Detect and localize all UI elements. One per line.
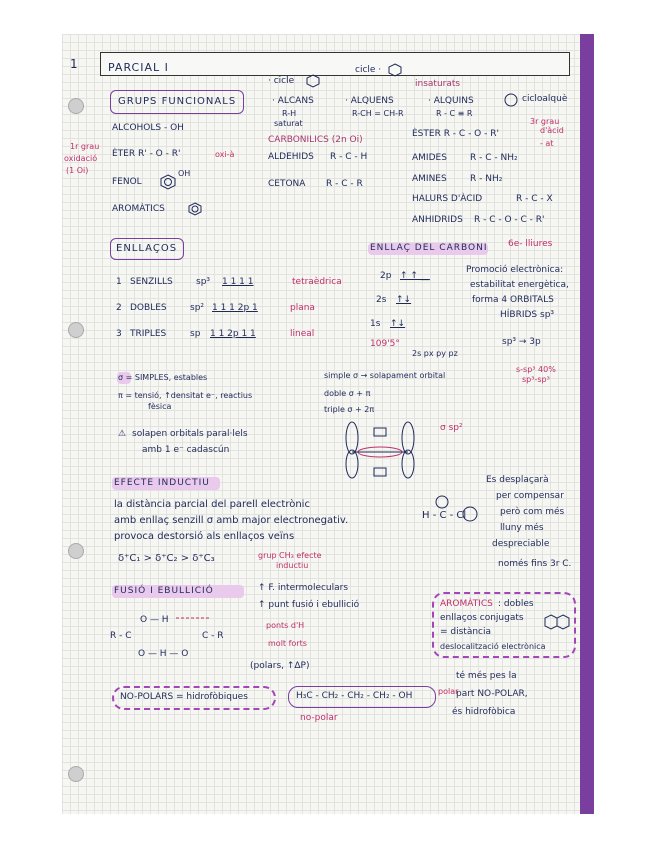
title-box	[100, 52, 570, 76]
alquens-label: · ALQUENS	[345, 96, 394, 106]
ester-note: d'àcid	[540, 126, 564, 135]
ethene-orbital-diagram	[330, 420, 440, 480]
inductive-molecule-sketch	[420, 490, 478, 540]
sigma-line: σ = SIMPLES, estables	[118, 373, 208, 382]
promo-line: forma 4 ORBITALS	[472, 295, 554, 305]
enllac-row-num: 3	[116, 329, 122, 339]
enllac-row-num: 1	[116, 277, 122, 287]
inductiu-right: Es desplaçarà	[486, 475, 549, 485]
insaturats-label: insaturats	[415, 79, 461, 89]
anhidrids-item: ANHIDRIDS	[412, 215, 463, 225]
ponts-note-2: molt forts	[268, 639, 307, 648]
halurs-formula: R - C - X	[516, 194, 553, 204]
enllac-row-hyb: sp³	[196, 277, 211, 287]
svg-text:C - R: C - R	[202, 631, 224, 641]
svg-text:O — H: O — H	[140, 615, 169, 625]
eter-item: ÈTER R' - O - R'	[112, 149, 181, 159]
fenol-item: FENOL	[112, 177, 142, 187]
benzene-ring-icon	[160, 174, 176, 190]
aromatics-line: : dobles	[498, 599, 534, 609]
carboni-note: 6e- lliures	[508, 239, 553, 249]
enllac-row-bars: 1 1 2p 1 1	[210, 329, 256, 339]
grup-ch3-note-2: inductiu	[276, 561, 309, 570]
inductiu-line: amb enllaç senzill σ amb major electronegativ.	[114, 515, 349, 526]
tetra-angle: 109'5°	[370, 339, 400, 349]
inductiu-right: però com més	[500, 507, 565, 517]
simple-bond: simple σ → solapament orbital	[324, 371, 446, 380]
aromatic-ring-icon	[188, 202, 202, 216]
hexagon-icon	[306, 74, 320, 88]
warning-icon: ⚠	[118, 429, 127, 439]
halurs-item: HALURS D'ÀCID	[412, 194, 483, 204]
enllac-row-name: SENZILLS	[130, 277, 173, 287]
promo-line: Promoció electrònica:	[466, 265, 564, 275]
orbital-arrows: ↑↓	[396, 295, 412, 305]
naphthalene-icon	[544, 614, 570, 630]
page-edge-stripe	[580, 34, 594, 814]
alcans-label: · ALCANS	[272, 96, 314, 106]
overlap-note: s-sp³ 40%	[516, 365, 556, 374]
ponts-note: ponts d'H	[266, 621, 305, 630]
polars-note: (polars, ↑ΔP)	[250, 661, 310, 671]
alcohols-item: ALCOHOLS - OH	[112, 123, 184, 133]
binder-hole	[68, 98, 84, 114]
cyclohexene-icon	[388, 63, 402, 77]
side-note-line: (1 Oi)	[66, 166, 89, 175]
alquins-formula: R - C ≡ R	[436, 109, 473, 118]
amides-item: AMIDES	[412, 153, 447, 163]
carboni-heading: ENLLAÇ DEL CARBONI	[370, 243, 488, 253]
nopolars-text: NO-POLARS = hidrofòbiques	[120, 692, 248, 702]
enllac-row-geom: tetraèdrica	[292, 277, 342, 287]
alquens-formula: R-CH = CH-R	[352, 109, 404, 118]
enllac-row-geom: lineal	[290, 329, 315, 339]
fusio-heading: FUSIÓ I EBULLICIÓ	[114, 586, 214, 596]
promo-line: estabilitat energètica,	[470, 280, 569, 290]
binder-hole	[68, 322, 84, 338]
triple-bond: triple σ + 2π	[324, 405, 375, 414]
aldehids-formula: R - C - H	[330, 152, 368, 162]
cicloalque-label: cicloalquè	[522, 94, 568, 104]
aromatics-title: AROMÀTICS	[440, 599, 493, 609]
cetona-item: CETONA	[268, 179, 306, 189]
fenol-oh: OH	[178, 169, 191, 178]
side-note-line: oxidació	[64, 154, 98, 163]
aromatics-item: AROMÀTICS	[112, 204, 165, 214]
inductiu-right: despreciable	[492, 539, 550, 549]
enllac-row-hyb: sp	[190, 329, 201, 339]
aromatics-note: té més pes la	[456, 671, 517, 681]
enllac-row-hyb: sp²	[190, 303, 205, 313]
alcans-formula: R-H	[282, 109, 297, 118]
promo-line: HÍBRIDS sp³	[500, 310, 555, 320]
hydrogen-bond-dimer-sketch	[110, 610, 240, 670]
energy-level: 2p	[380, 271, 392, 281]
anhidrids-formula: R - C - O - C - R'	[474, 215, 545, 225]
inductiu-right-end: només fins 3r C.	[498, 559, 572, 569]
alquins-label: · ALQUINS	[428, 96, 474, 106]
aldehids-item: ALDEHIDS	[268, 152, 314, 162]
inductiu-heading: EFECTE INDUCTIU	[114, 478, 210, 488]
energy-level: 1s	[370, 319, 381, 329]
double-bond: doble σ + π	[324, 389, 371, 398]
pi-line-2: fèsica	[148, 402, 172, 411]
hybrid-result: sp³ → 3p	[502, 337, 541, 347]
svg-text:H - C - Cl: H - C - Cl	[422, 510, 467, 521]
amines-item: AMINES	[412, 174, 447, 184]
overlap-note-2: sp³-sp³	[522, 375, 550, 384]
nopolar-label: no-polar	[300, 713, 338, 723]
cicle-label-2: cicle ·	[355, 65, 382, 75]
butanol-chain: H₃C - CH₂ - CH₂ - CH₂ - OH	[296, 691, 413, 701]
cetona-formula: R - C - R	[326, 179, 363, 189]
inductiu-right: per compensar	[496, 491, 564, 501]
cicle-label: · cicle	[268, 76, 295, 86]
orbital-arrows: ↑↓	[390, 319, 406, 329]
ester-note: 3r grau	[530, 117, 560, 126]
page-number: 1	[70, 57, 78, 71]
side-note-line: 1r grau	[70, 142, 100, 151]
amines-formula: R - NH₂	[470, 174, 503, 184]
aromatics-note: és hidrofòbica	[452, 707, 516, 717]
saturat-label: saturat	[274, 119, 303, 128]
enllac-row-name: TRIPLES	[130, 329, 167, 339]
warn-line: solapen orbitals paral·lels	[132, 429, 248, 439]
binder-hole	[68, 543, 84, 559]
inductiu-right: lluny més	[500, 523, 544, 533]
page-title: PARCIAL I	[108, 61, 169, 74]
aromatics-note: part NO-POLAR,	[456, 689, 528, 699]
enllac-row-num: 2	[116, 303, 122, 313]
enllac-row-bars: 1 1 1 1	[222, 277, 254, 287]
enllac-row-name: DOBLES	[130, 303, 167, 313]
grups-heading: GRUPS FUNCIONALS	[118, 96, 237, 107]
inductiu-line: la distància parcial del parell electrònic	[114, 499, 310, 510]
grup-ch3-note: grup CH₃ efecte	[258, 551, 322, 560]
enllac-row-bars: 1 1 1 2p 1	[212, 303, 258, 313]
inductiu-line: provoca destorsió als enllaços veïns	[114, 531, 295, 542]
aromatics-line: enllaços conjugats	[440, 613, 524, 623]
aromatics-line: = distància	[440, 627, 492, 637]
svg-text:O — H — O: O — H — O	[138, 649, 189, 659]
energy-level: 2s	[376, 295, 387, 305]
amides-formula: R - C - NH₂	[470, 153, 518, 163]
binder-hole	[68, 766, 84, 782]
sp2-note: σ sp²	[440, 423, 463, 433]
enllacos-heading: ENLLAÇOS	[116, 243, 178, 254]
enllac-row-geom: plana	[290, 303, 315, 313]
svg-text:R - C: R - C	[110, 631, 132, 641]
fusio-line: ↑ F. intermoleculars	[258, 583, 349, 593]
fusio-line: ↑ punt fusió i ebullició	[258, 600, 360, 610]
warn-line-2: amb 1 e⁻ cadascún	[142, 445, 230, 455]
pi-line: π = tensió, ↑densitat e⁻, reactius	[118, 391, 253, 400]
cycle-circle-icon	[504, 93, 518, 107]
ester-item: ÈSTER R - C - O - R'	[412, 129, 499, 139]
aromatics-line: deslocalització electrònica	[440, 642, 546, 651]
eter-note: oxi-à	[215, 150, 235, 159]
carbonilics-label: CARBONILICS (2n Oi)	[268, 135, 363, 145]
orbital-arrows: ↑ ↑ __	[400, 271, 430, 281]
orbital-labels: 2s px py pz	[412, 349, 458, 358]
ester-note: - at	[540, 139, 554, 148]
delta-order: δ⁺C₁ > δ⁺C₂ > δ⁺C₃	[118, 553, 215, 564]
polar-label: polar	[438, 687, 459, 696]
